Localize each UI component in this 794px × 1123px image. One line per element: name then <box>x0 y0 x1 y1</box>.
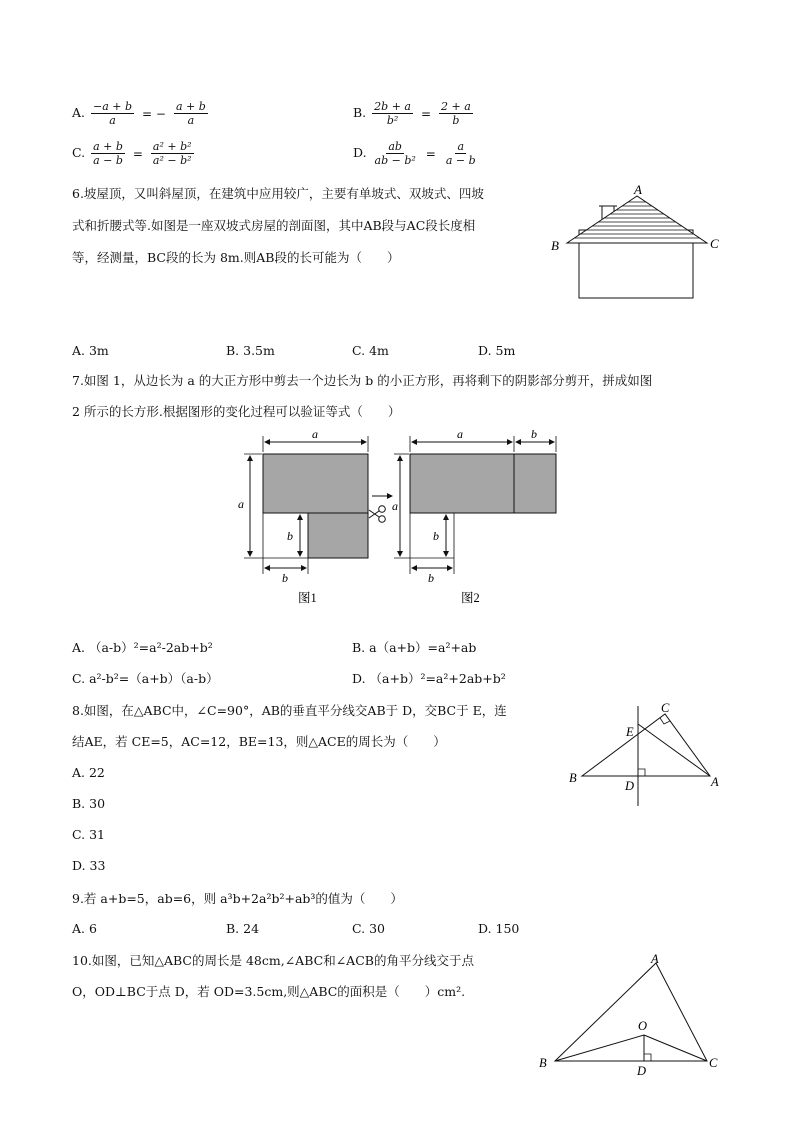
q9-option-b: B. 24 <box>226 921 260 936</box>
q5-option-c: C. $\frac{a + b}{a - b}$ = $\frac{\text{a² + b²}}{\text{a² − b²}}$ <box>72 140 192 167</box>
fraction: $\frac{-a + b}{a}$ <box>93 100 133 127</box>
point-label-a: A <box>711 775 719 789</box>
q7-option-a: A. （a-b）²=a²-2ab+b² <box>72 640 213 655</box>
svg-text:a: a <box>457 427 463 441</box>
fraction: $\frac{2 + a}{b}$ <box>441 100 471 127</box>
q7-option-c: C. a²-b²=（a+b）（a-b） <box>72 671 219 686</box>
option-label: D. <box>353 145 367 160</box>
option-label: B. <box>353 105 367 120</box>
svg-text:a: a <box>312 427 318 441</box>
point-label-o: O <box>638 1019 648 1033</box>
q9-option-d: D. 150 <box>478 921 520 936</box>
q7-text-line-1: 7.如图 1，从边长为 a 的大正方形中剪去一个边长为 b 的小正方形，再将剩下的阴影部分剪开，拼成如图 <box>72 373 653 388</box>
q9-option-a: A. 6 <box>72 921 97 936</box>
q10-text-line-1: 10.如图，已知△ABC的周长是 48cm,∠ABC和∠ACB的角平分线交于点 <box>72 953 474 968</box>
fraction: $\frac{a + b}{a - b}$ <box>93 140 123 167</box>
point-label-a: A <box>634 182 642 197</box>
square-cut-figure <box>232 424 562 614</box>
q6-option-d: D. 5m <box>478 343 516 358</box>
q5-option-a: A. $\frac{-a + b}{a}$ = − $\frac{a + b}{a}$ <box>72 100 206 127</box>
point-label-d: D <box>637 1064 647 1078</box>
q7-option-d: D. （a+b）²=a²+2ab+b² <box>352 671 506 686</box>
fraction: $\frac{\text{a² + b²}}{\text{a² − b²}}$ <box>152 140 192 167</box>
svg-text:图1: 图1 <box>298 591 317 605</box>
q8-option-a: A. 22 <box>72 765 105 780</box>
fraction: $\frac{2b + a}{\text{b²}}$ <box>374 100 411 127</box>
angle-bisector-triangle-figure <box>535 950 725 1080</box>
q6-option-c: C. 4m <box>352 343 389 358</box>
svg-text:b: b <box>282 571 288 585</box>
right-triangle-figure <box>565 698 730 810</box>
fraction: $\frac{a + b}{a}$ <box>175 100 206 127</box>
fraction: $\frac{a}{a - b}$ <box>445 140 476 167</box>
point-label-c: C <box>661 701 670 715</box>
q7-option-b: B. a（a+b）=a²+ab <box>352 640 477 655</box>
fraction: $\frac{ab}{\text{ab − b²}}$ <box>374 140 416 167</box>
q6-text-line-3: 等，经测量，BC段的长为 8m.则AB段的长可能为（ ） <box>72 250 400 265</box>
svg-text:图2: 图2 <box>461 591 480 605</box>
option-label: C. <box>72 145 86 160</box>
point-label-e: E <box>626 725 634 739</box>
q10-text-line-2: O，OD⊥BC于点 D，若 OD=3.5cm,则△ABC的面积是（ ）cm². <box>72 984 466 999</box>
q5-option-d: D. $\frac{ab}{\text{ab − b²}}$ = $\frac{a}{a - b}$ <box>353 140 476 167</box>
q6-text-line-2: 式和折腰式等.如图是一座双坡式房屋的剖面图，其中AB段与AC段长度相 <box>72 218 476 233</box>
q6-option-a: A. 3m <box>72 343 109 358</box>
svg-text:b: b <box>287 529 293 543</box>
svg-text:a: a <box>238 497 244 511</box>
q9-text: 9.若 a+b=5，ab=6，则 a³b+2a²b²+ab³的值为（ ） <box>72 891 403 906</box>
point-label-b: B <box>569 771 577 785</box>
q5-option-b: B. $\frac{2b + a}{\text{b²}}$ = $\frac{2 + a}{b}$ <box>353 100 471 127</box>
point-label-c: C <box>710 236 719 251</box>
point-label-d: D <box>625 779 635 793</box>
q9-option-c: C. 30 <box>352 921 385 936</box>
svg-text:a: a <box>392 499 398 513</box>
point-label-a: A <box>651 952 659 966</box>
q8-text-line-1: 8.如图，在△ABC中，∠C=90°，AB的垂直平分线交AB于 D，交BC于 E，连 <box>72 703 507 718</box>
house-roof-figure <box>545 182 725 304</box>
svg-text:b: b <box>428 571 434 585</box>
point-label-c: C <box>709 1056 718 1070</box>
q8-option-c: C. 31 <box>72 827 105 842</box>
q8-option-b: B. 30 <box>72 796 106 811</box>
q7-text-line-2: 2 所示的长方形.根据图形的变化过程可以验证等式（ ） <box>72 404 401 419</box>
option-label: A. <box>72 105 86 120</box>
svg-text:b: b <box>531 427 537 441</box>
q8-option-d: D. 33 <box>72 858 106 873</box>
svg-text:b: b <box>433 529 439 543</box>
q8-text-line-2: 结AE，若 CE=5，AC=12，BE=13，则△ACE的周长为（ ） <box>72 734 446 749</box>
q6-option-b: B. 3.5m <box>226 343 275 358</box>
q6-text-line-1: 6.坡屋顶，又叫斜屋顶，在建筑中应用较广，主要有单坡式、双坡式、四坡 <box>72 186 484 201</box>
point-label-b: B <box>539 1056 547 1070</box>
point-label-b: B <box>551 238 559 253</box>
